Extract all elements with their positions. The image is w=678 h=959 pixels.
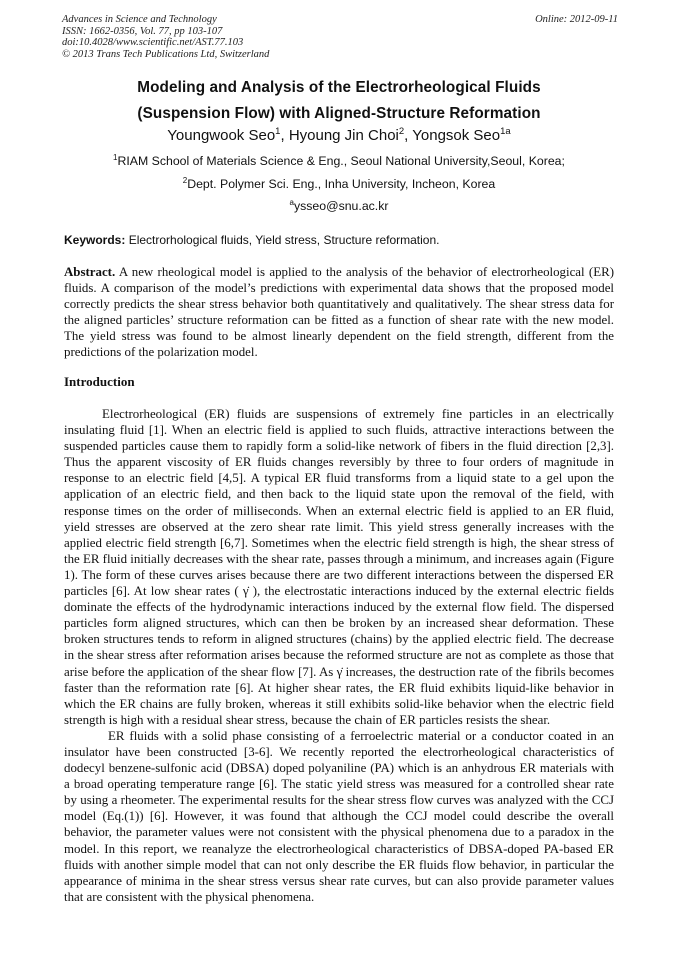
online-date: Online: 2012-09-11: [535, 14, 618, 25]
affiliation-mark: 1: [113, 153, 118, 162]
email-text: ysseo@snu.ac.kr: [293, 199, 389, 213]
author-name: Yongsok Seo: [412, 127, 501, 144]
journal-name: Advances in Science and Technology: [62, 14, 217, 25]
introduction-body: [64, 406, 614, 905]
author-list: [40, 127, 638, 144]
author-affiliation-mark: 1: [275, 126, 281, 137]
affiliation-mark: 2: [182, 176, 188, 185]
section-heading-introduction: Introduction: [64, 374, 135, 389]
author-affiliation-mark: 1a: [500, 126, 511, 137]
keywords-line: [64, 233, 620, 247]
affiliation-2: [40, 177, 638, 191]
keywords-label: Keywords:: [64, 233, 126, 247]
body-paragraph: ER fluids with a solid phase consisting of a ferroelectric material or a conductor coated in an insulator have been constructed [3-6]. We recently reported the electrorheological characteristics of dodecyl benzene-sulfonic acid (DBSA) doped polyaniline (PA) which is an anhydrous ER materials with a broad operating temperature range [6]. The static yield stress was measured for a controlled shear rate by using a rheometer. The experimental results for the shear stress flow curves was analyzed with the CCJ model (Eq.(1)) [6]. However, it was found that although the CCJ model could describe the overall behavior, the parameter values were not consistent with the physical phenomena due to a paradox in the model. In this report, we reanalyze the electrorheological characteristics of DBSA-doped PA-based ER fluids with another simple model that can not only describe the ER fluids flow behavior, in particular the appearance of minima in the shear stress versus shear rate curves, but can also provide parameter values that are consistent with the physical phenomena.: [64, 728, 614, 904]
doi-line: doi:10.4028/www.scientific.net/AST.77.103: [62, 37, 244, 48]
keywords-text: Electrorhological fluids, Yield stress, Structure reformation.: [125, 233, 440, 247]
author-affiliation-mark: 2: [398, 126, 405, 137]
author-separator: ,: [404, 127, 413, 144]
journal-header: [62, 14, 618, 60]
issn-line: ISSN: 1662-0356, Vol. 77, pp 103-107: [62, 25, 223, 37]
copyright-line: © 2013 Trans Tech Publications Ltd, Switzerland: [62, 48, 270, 60]
corresponding-email: [40, 199, 638, 213]
author-name: Hyoung Jin Choi: [288, 127, 399, 144]
abstract-text: A new rheological model is applied to the analysis of the behavior of electrorheological (ER) fluids. A comparison of the model’s predictions with experimental data shows that the proposed model correctly predicts the shear stress behavior both quantitatively and qualitatively. The shear stress data for the aligned particles’ structure reformation can be fitted as a function of shear rate with the new model. The yield stress was found to be almost linearly dependent on the field strength, different from the predictions of the polarization model.: [64, 265, 614, 360]
abstract-label: Abstract.: [64, 265, 116, 279]
affiliation-text: RIAM School of Materials Science & Eng., Seoul National University,Seoul, Korea;: [117, 154, 565, 168]
body-paragraph: Electrorheological (ER) fluids are suspensions of extremely fine particles in an electrically insulating fluid [1]. When an electric field is applied to such fluids, attractive interactions between the suspended particles cause them to rapidly form a solid-like network of fibers in the fluid direction [2,3]. Thus the apparent viscosity of ER fluids changes reversibly by three to four orders of magnitude in response to an electric field [4,5]. A typical ER fluid transforms from a liquid state to a gel upon the application of an electric field, and then back to the liquid state upon the removal of the field, with response times on the order of milliseconds. When an external electric field is applied to an ER fluid, yield stresses are observed at the zero shear rate limit. This yield stress generally increases with the applied electric field strength [6,7]. Sometimes when the electric field strength is high, the shear stress of the ER fluid initially decreases with the shear rate, passes through a minimum, and increases again (Figure 1). The form of these curves arises because there are two different interactions between the dispersed ER particles [6]. At low shear rates ( γ̇ ), the electrostatic interactions induced by the external electric fields dominate the effects of the hydrodynamic interactions induced by the external flow field. The dispersed particles form aligned structures, which can then be broken by an increased shear deformation. These broken structures tends to reform in aligned structures (chains) by the applied electric field. The decrease in the shear stress after reformation arises because the reformed structure are not as complete as those that arise before the application of the shear flow [7]. As γ̇ increases, the destruction rate of the fibrils becomes faster than the reformation rate [6]. At higher shear rates, the ER fluid exhibits liquid-like behavior in which the ER chains are fully broken, whereas it still exhibits solid-like behavior when the electric field strength is high with a residual shear stress, because the chain of ER particles resists the shear.: [64, 407, 614, 727]
abstract-paragraph: [64, 264, 614, 361]
paper-title-line-2: (Suspension Flow) with Aligned-Structure Reformation: [137, 105, 541, 122]
author-name: Youngwook Seo: [167, 127, 276, 144]
author-separator: ,: [280, 127, 289, 144]
affiliation-1: [40, 154, 638, 168]
affiliation-text: Dept. Polymer Sci. Eng., Inha University, Incheon, Korea: [187, 177, 496, 191]
paper-title-line-1: Modeling and Analysis of the Electrorheological Fluids: [137, 79, 541, 96]
email-mark: a: [289, 198, 294, 207]
